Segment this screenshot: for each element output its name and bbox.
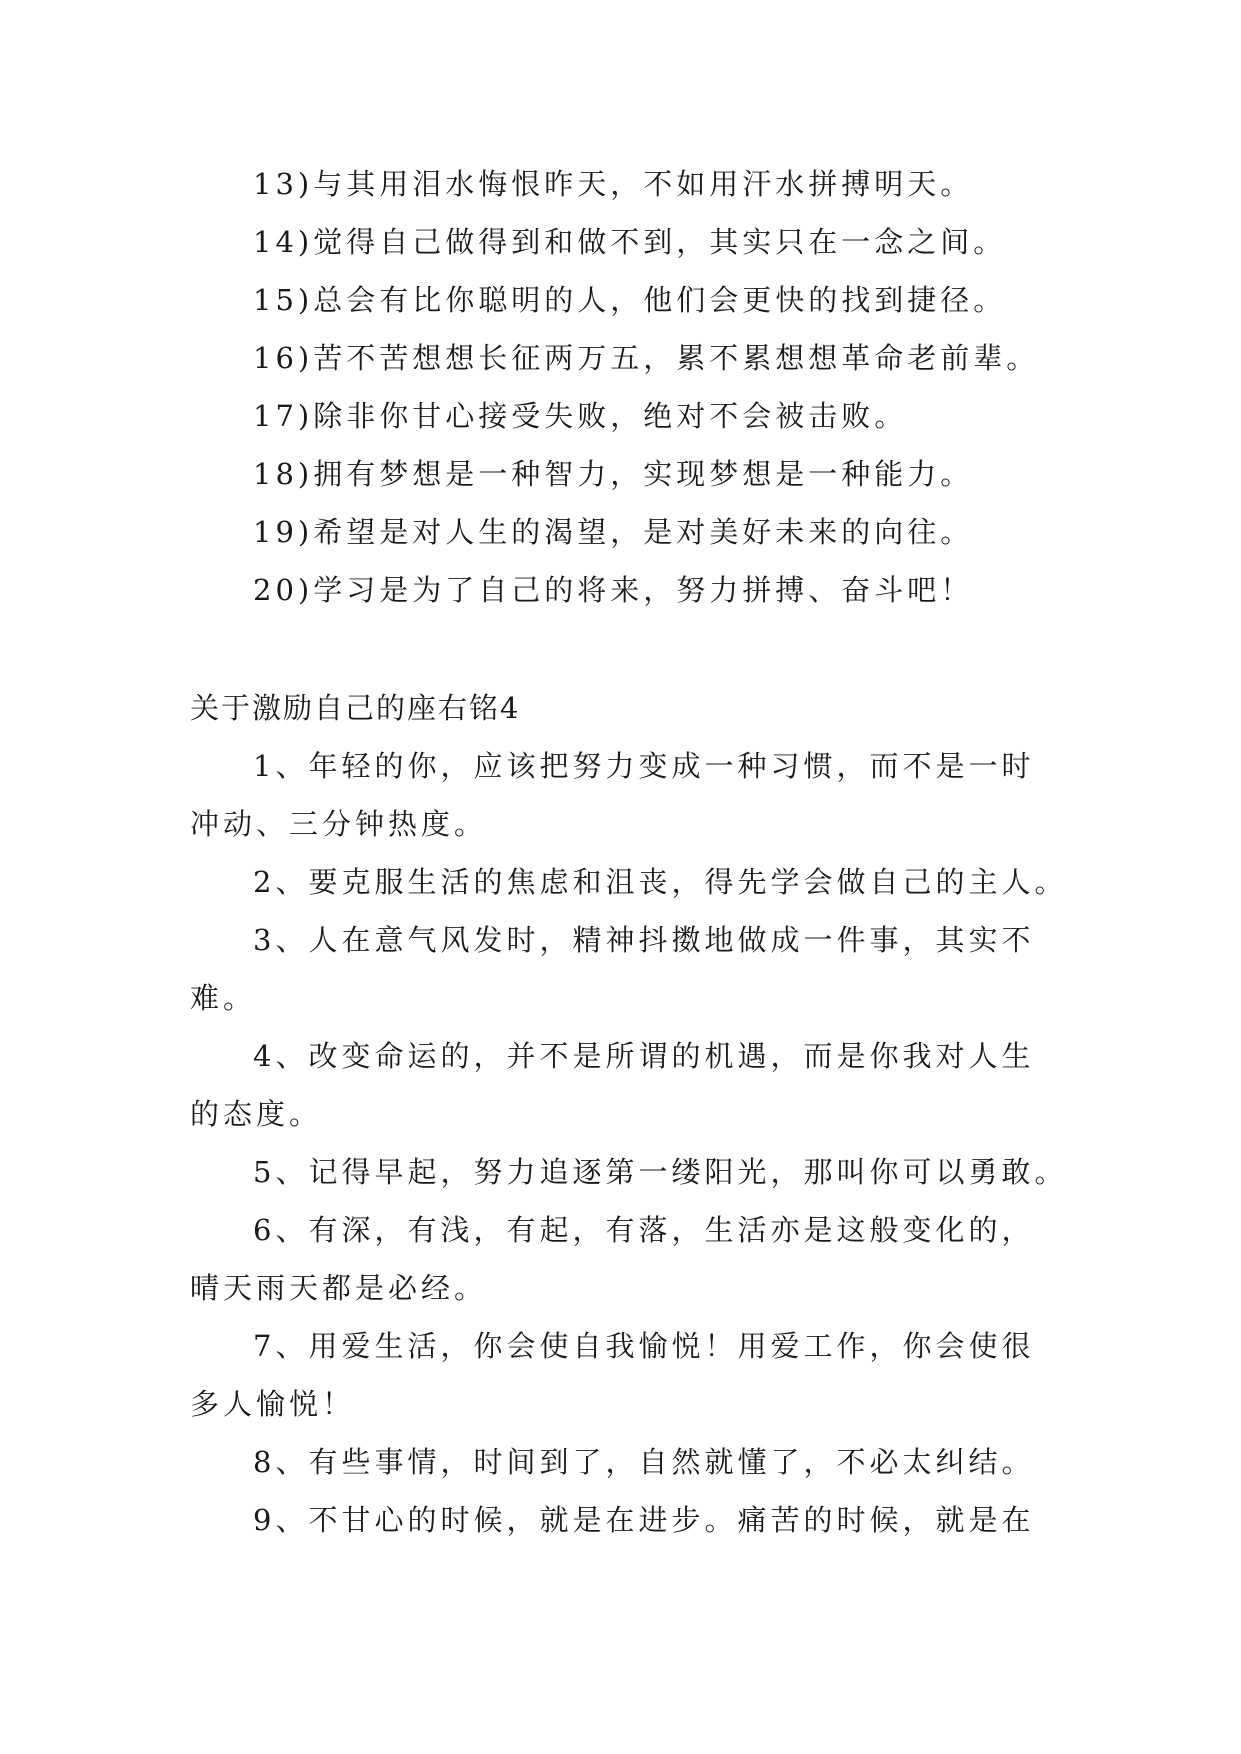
paragraph-line: 1、年轻的你，应该把努力变成一种习惯，而不是一时 [253,749,1035,783]
list-item: 13)与其用泪水悔恨昨天，不如用汗水拼搏明天。 [253,167,974,201]
paragraph-line: 冲动、三分钟热度。 [190,807,488,841]
list-item: 14)觉得自己做得到和做不到，其实只在一念之间。 [253,225,1007,259]
paragraph-line: 多人愉悦！ [190,1387,356,1421]
section-heading: 关于激励自己的座右铭4 [190,691,521,725]
list-item: 19)希望是对人生的渴望，是对美好未来的向往。 [253,515,974,549]
list-item: 20)学习是为了自己的将来，努力拼搏、奋斗吧！ [253,573,974,607]
paragraph-line: 2、要克服生活的焦虑和沮丧，得先学会做自己的主人。 [253,865,1068,899]
list-item: 18)拥有梦想是一种智力，实现梦想是一种能力。 [253,457,974,491]
paragraph-line: 的态度。 [190,1097,323,1131]
paragraph-line: 6、有深，有浅，有起，有落，生活亦是这般变化的， [253,1213,1035,1247]
list-item: 15)总会有比你聪明的人，他们会更快的找到捷径。 [253,283,1007,317]
paragraph-line: 难。 [190,981,257,1015]
paragraph-line: 3、人在意气风发时，精神抖擞地做成一件事，其实不 [253,923,1035,957]
paragraph-line: 8、有些事情，时间到了，自然就懂了，不必太纠结。 [253,1445,1035,1479]
paragraph-line: 5、记得早起，努力追逐第一缕阳光，那叫你可以勇敢。 [253,1155,1068,1189]
paragraph-line: 4、改变命运的，并不是所谓的机遇，而是你我对人生 [253,1039,1035,1073]
paragraph-line: 晴天雨天都是必经。 [190,1271,488,1305]
list-item: 17)除非你甘心接受失败，绝对不会被击败。 [253,399,908,433]
paragraph-line: 7、用爱生活，你会使自我愉悦！用爱工作，你会使很 [253,1329,1035,1363]
list-item: 16)苦不苦想想长征两万五，累不累想想革命老前辈。 [253,341,1040,375]
paragraph-line: 9、不甘心的时候，就是在进步。痛苦的时候，就是在 [253,1503,1035,1537]
